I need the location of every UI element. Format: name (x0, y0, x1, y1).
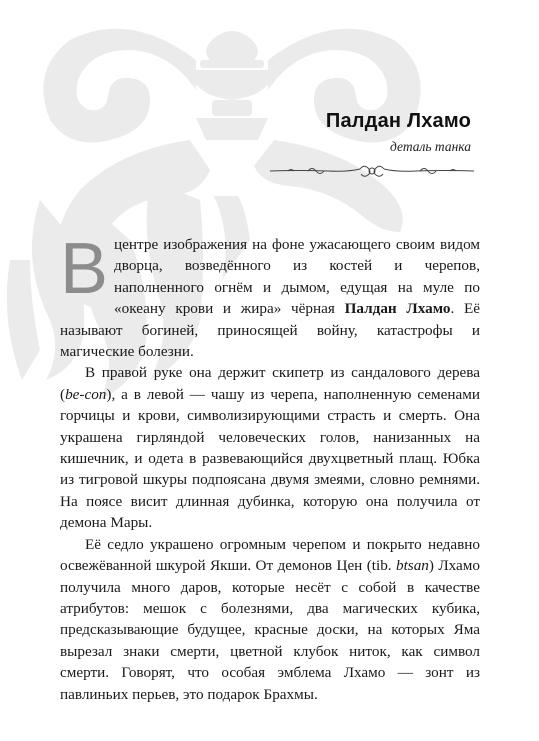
term-be-con: be-con (65, 385, 107, 403)
paragraph-3-text-a: Её седло украшено огромным черепом и покрыто недавно освежёванной шкурой Якши. От демонов Цен (tib. (60, 535, 480, 575)
paragraph-3-text-b: ) Лхамо получила много даров, которые несёт с собой в качестве атрибутов: мешок с болезнями, два магических кубика, предсказывающие будущее, красные доски, на которых Яма вырезал знаки смерти, цветной клубок ниток, как символ смерти. Говорят, что особая эмблема Лхамо — зонт из павлиньих перьев, это подарок Брахмы. (60, 557, 480, 703)
paragraph-1 (60, 229, 480, 362)
paragraph-1-text-b: . Её называют богиней, приносящей войну, катастрофы и магические болезни. (60, 300, 480, 361)
paragraph-3 (60, 534, 480, 705)
drop-cap: В (60, 229, 109, 309)
paragraph-2-text-a: В правой руке она держит скипетр из сандалового дерева ( (60, 364, 480, 403)
paragraph-2-text-b: ), а в левой — чашу из черепа, наполненную семенами горчицы и крови, символизирующими страсть и смерть. Она украшена гирляндой человеческих голов, нанизанных на кишечник, и одета в развевающийся двухцветный плащ. Юбка из тигровой шкуры подпоясана двумя змеями, словно ремнями. На поясе висит длинная дубинка, которую она получила от демона Мары. (60, 385, 480, 532)
article-body (60, 229, 480, 705)
page-title: Палдан Лхамо (325, 110, 471, 132)
scroll-ornament-divider-icon (268, 160, 476, 182)
paragraph-2 (60, 362, 480, 533)
deity-name: Палдан Лхамо (344, 300, 451, 318)
term-btsan: btsan (395, 557, 429, 575)
page-subtitle: деталь танка (390, 139, 471, 154)
paragraph-1-text-a: центре изображения на фоне ужасающего своим видом дворца, возведённого из костей и черепов, наполненного огнём и дымом, едущая на муле по «океану крови и жира» чёрная (114, 236, 480, 318)
